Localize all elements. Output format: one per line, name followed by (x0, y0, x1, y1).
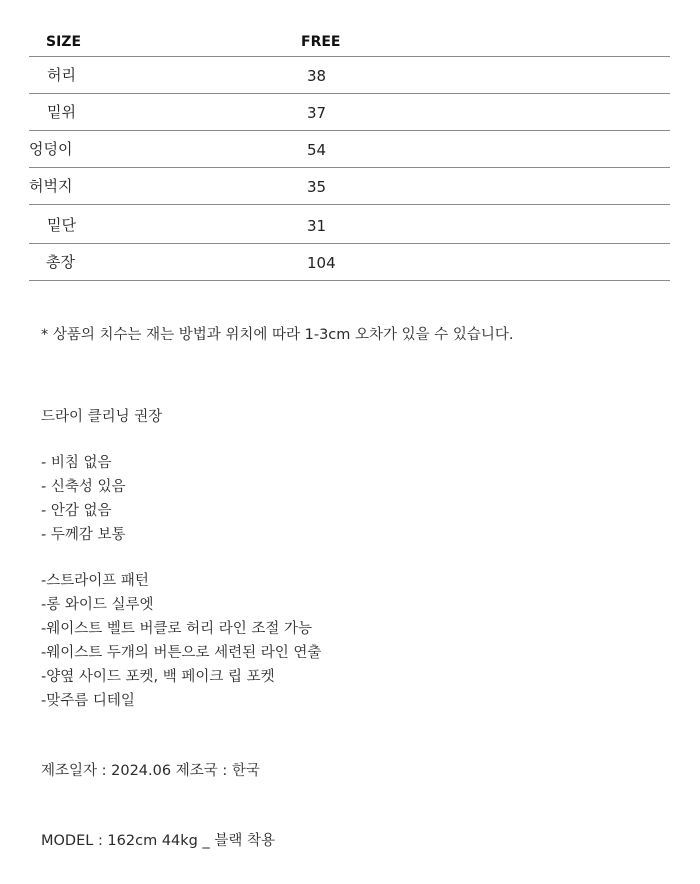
size-row-label: 허벅지 (29, 177, 73, 195)
list-item: - 안감 없음 (41, 503, 112, 519)
product-notes (41, 323, 681, 853)
care-instruction: 드라이 클리닝 권장 (41, 409, 163, 425)
size-header-value: FREE (301, 34, 341, 50)
list-item: -맞주름 디테일 (41, 693, 135, 709)
size-row-value: 54 (307, 141, 327, 159)
size-row-length (29, 244, 670, 281)
size-header-label: SIZE (46, 34, 82, 50)
model-info: MODEL : 162cm 44kg _ 블랙 착용 (41, 833, 275, 849)
manufacture-info: 제조일자 : 2024.06 제조국 : 한국 (41, 763, 260, 779)
list-item: -웨이스트 두개의 버튼으로 세련된 라인 연출 (41, 645, 322, 661)
size-row-waist (29, 57, 670, 94)
size-table-header (29, 28, 670, 57)
measurement-note: * 상품의 치수는 재는 방법과 위치에 따라 1-3cm 오차가 있을 수 있습니다. (41, 327, 514, 343)
size-row-value: 38 (307, 67, 327, 85)
list-item: -웨이스트 벨트 버클로 허리 라인 조절 가능 (41, 621, 313, 637)
size-table (29, 28, 670, 281)
size-row-label: 밑단 (47, 216, 76, 234)
list-item: -양옆 사이드 포켓, 백 페이크 립 포켓 (41, 669, 275, 685)
list-item: - 신축성 있음 (41, 479, 126, 495)
size-row-thigh (29, 168, 670, 205)
size-row-hip (29, 131, 670, 168)
size-row-rise (29, 94, 670, 131)
size-row-value: 31 (307, 217, 327, 235)
features-list (41, 569, 681, 713)
list-item: -스트라이프 패턴 (41, 573, 149, 589)
size-row-label: 엉덩이 (29, 140, 73, 158)
list-item: - 두께감 보통 (41, 527, 126, 543)
size-row-label: 밑위 (47, 103, 76, 121)
list-item: - 비침 없음 (41, 455, 112, 471)
size-row-label: 총장 (46, 253, 75, 271)
size-row-label: 허리 (47, 66, 76, 84)
size-row-value: 35 (307, 178, 327, 196)
list-item: -롱 와이드 실루엣 (41, 597, 154, 613)
properties-list (41, 451, 681, 547)
size-row-hem (29, 205, 670, 244)
size-row-value: 37 (307, 104, 327, 122)
size-row-value: 104 (307, 254, 336, 272)
